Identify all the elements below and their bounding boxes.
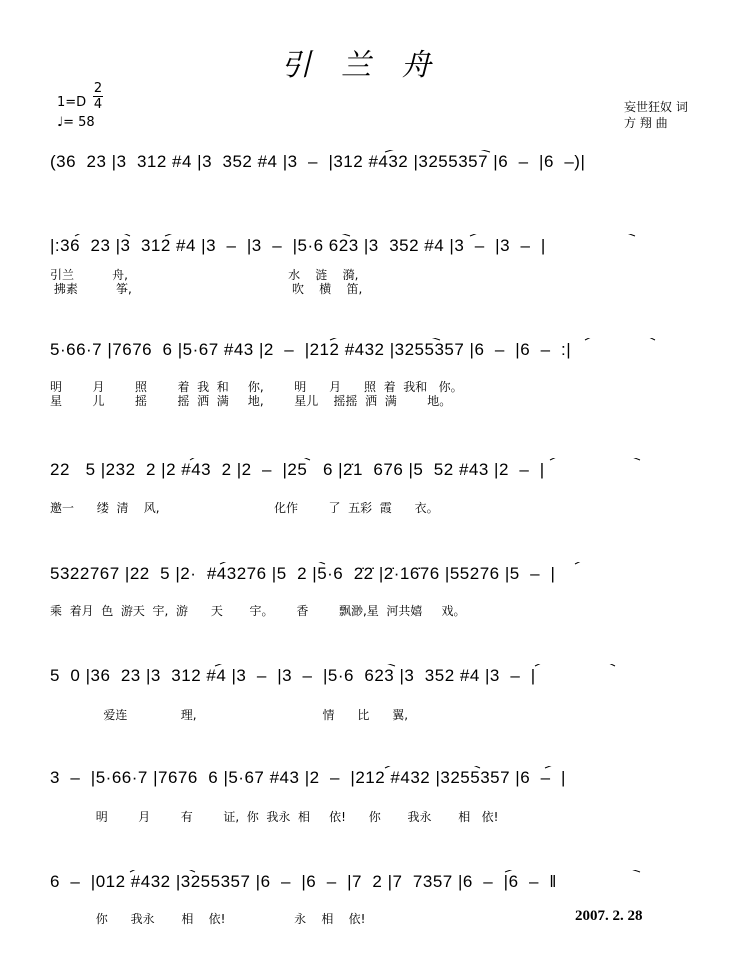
lyrics-line-2b: 拂素 筝, 吹 横 笛, [50,282,363,296]
lyrics-line-6: 爱连 理, 情 比 翼, [50,708,409,722]
lyrics-line-5: 乘 着月 色 游天 宇, 游 天 宇。 香 飘渺,星 河共嬉 戏。 [50,604,466,618]
lyrics-line-2a: 引兰 舟, 水 涟 漪, [50,268,359,282]
lyrics-line-7: 明 月 有 证, 你 我永 相 依! 你 我永 相 依! [50,810,499,824]
lyrics-line-3a: 明 月 照 着 我 和 你, 明 月 照 着 我和 你。 [50,380,463,394]
key-signature: 1=D [57,95,87,110]
time-signature-bottom: 4 [93,97,103,112]
lyrics-line-3b: 星 儿 摇 摇 洒 满 地, 星儿 摇摇 洒 满 地。 [50,394,452,408]
notes-line-7: 3 – |5·66·7 |7676 6 |5·67 #43 |2 – |212 #432 |3255357 |6 – | [50,768,566,787]
notes-line-5: 5322767 |22 5 |2· #43276 |5 2 |5·6 2̇2̇ |2̇·16̇76 |55276 |5 – | [50,564,556,583]
date-stamp: 2007. 2. 28 [575,908,643,924]
notes-line-4: 22 5 |232 2 |2 #43 2 |2 – |25 6 |2̇1 676 |5 52 #43 |2 – | [50,460,545,479]
time-signature [93,82,103,111]
notes-line-6: 5 0 |36 23 |3 312 #4 |3 – |3 – |5·6 623 |3 352 #4 |3 – | [50,666,536,685]
notes-line-1: (36 23 |3 312 #4 |3 352 #4 |3 – |312 #432 |3255357 |6 – |6 –)| [50,152,586,171]
notes-line-2: |:36 23 |3 312 #4 |3 – |3 – |5·6 623 |3 352 #4 |3 – |3 – | [50,236,546,255]
notes-line-3: 5·66·7 |7676 6 |5·67 #43 |2 – |212 #432 |3255357 |6 – |6 – :| [50,340,572,359]
lyrics-line-8: 你 我永 相 依! 永 相 依! [50,912,366,926]
lyricist-credit: 妄世狂奴 词 [624,100,688,114]
song-title: 引兰舟 [281,48,461,83]
composer-credit: 方 翔 曲 [624,116,668,130]
notes-line-8: 6 – |012 #432 |3255357 |6 – |6 – |7 2 |7 7357 |6 – |6 – ‖ [50,872,557,891]
time-signature-top: 2 [93,81,103,96]
tempo-marking: ♩= 58 [57,115,95,130]
lyrics-line-4: 邀一 缕 清 风, 化作 了 五彩 霞 衣。 [50,501,439,515]
